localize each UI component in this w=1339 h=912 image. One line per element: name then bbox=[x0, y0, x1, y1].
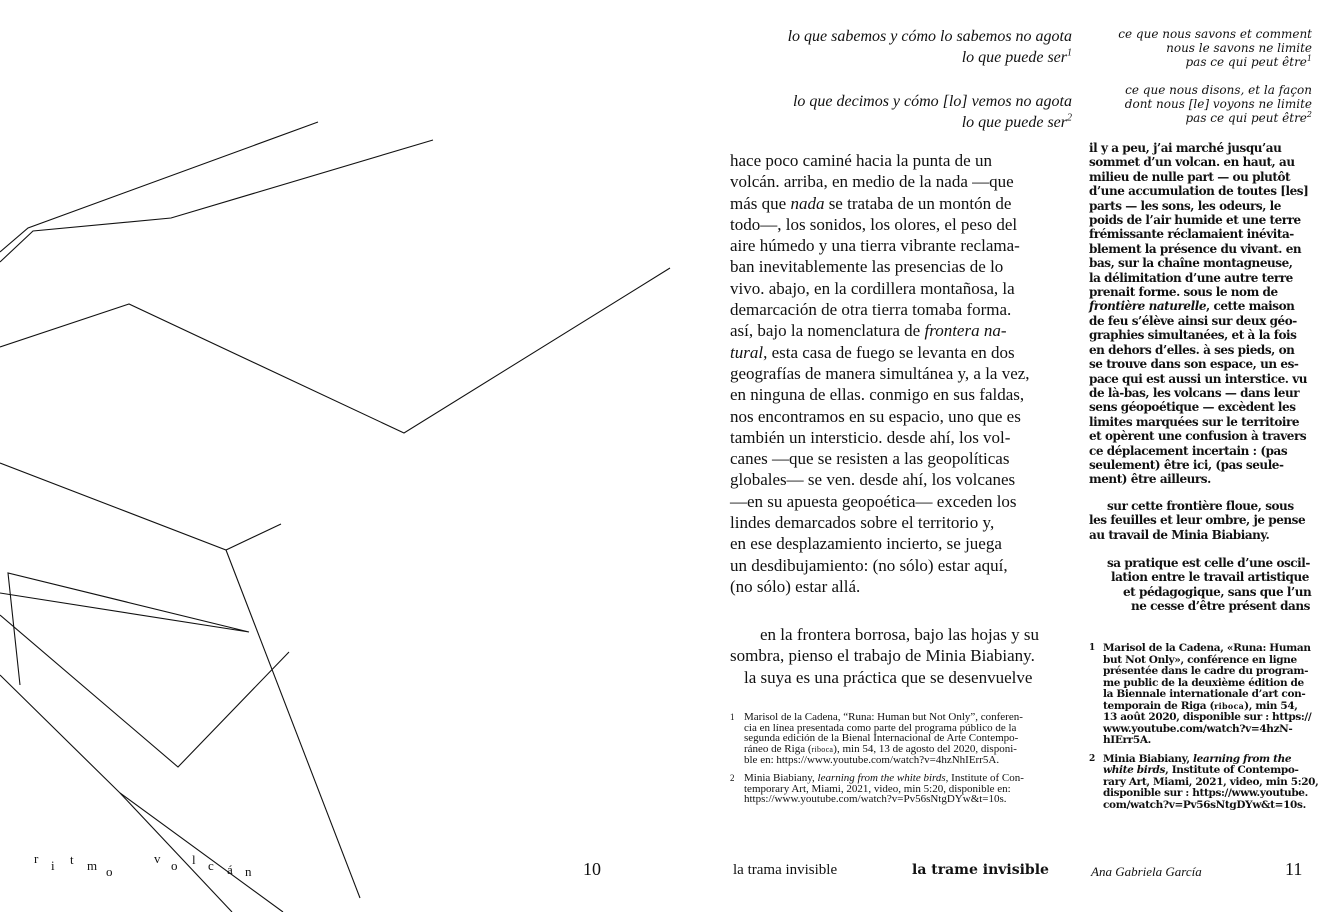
epigraph-fr-line: ce que nous disons, et la façon bbox=[1125, 83, 1312, 97]
footnote-ref-1[interactable]: 1 bbox=[1067, 47, 1072, 59]
body-line: au travail de Minia Biabiany. bbox=[1089, 527, 1270, 542]
footnote-fr-1 bbox=[1089, 643, 1325, 747]
epigraph-fr bbox=[1090, 27, 1312, 125]
body-line: sur cette frontière floue, sous bbox=[1107, 499, 1294, 513]
body-line: milieu de nulle part — ou plutôt bbox=[1089, 169, 1291, 184]
body-line: lindes demarcados sobre el territorio y, bbox=[730, 513, 995, 533]
footnote-es-1 bbox=[730, 712, 1075, 766]
body-line: d’une accumulation de toutes [les] bbox=[1089, 184, 1309, 199]
scatter-letter: l bbox=[192, 852, 196, 867]
body-line: frémissante réclamaient inévita- bbox=[1089, 227, 1294, 242]
running-title-es: la trama invisible bbox=[733, 862, 838, 878]
body-line: il y a peu, j’ai marché jusqu’au bbox=[1089, 141, 1282, 155]
body-line: de là-bas, les volcans — dans leur bbox=[1089, 385, 1300, 400]
footnote-ref-2[interactable]: 2 bbox=[1306, 110, 1312, 119]
body-line: et opèrent une confusion à travers bbox=[1089, 429, 1307, 444]
epigraph-fr-line: ce que nous savons et comment bbox=[1118, 27, 1312, 41]
footnote-link[interactable]: disponible sur : https://www.youtube. bbox=[1103, 787, 1308, 799]
body-line: ment) être ailleurs. bbox=[1089, 472, 1211, 487]
body-line: la suya es una práctica que se desenvuelve bbox=[744, 667, 1033, 687]
body-line: parts — les sons, les odeurs, le bbox=[1089, 198, 1281, 213]
epigraph-es-2 bbox=[600, 91, 1072, 133]
epigraph-es-1-line-1: lo que sabemos y cómo lo sabemos no agota bbox=[787, 28, 1072, 45]
footnote-line: segunda edición de la Bienal Internacional de Arte Contempo- bbox=[744, 732, 1019, 745]
body-text-es bbox=[730, 150, 1090, 597]
epigraph-fr-line: pas ce qui peut être bbox=[1185, 111, 1307, 125]
body-line: nos encontramos en su espacio, uno que es bbox=[730, 406, 1021, 426]
running-title-fr: la trame invisible bbox=[912, 862, 1049, 878]
body-line: en la frontera borrosa, bajo las hojas y su bbox=[760, 625, 1039, 644]
footnote-line: Marisol de la Cadena, «Runa: Human bbox=[1103, 642, 1311, 654]
body-line: sombra, pienso el trabajo de Minia Biabiany. bbox=[730, 646, 1035, 666]
footnote-link[interactable]: com/watch?v=Pv56sNtgDYw&t=10s. bbox=[1103, 798, 1306, 811]
body-line: vivo. abajo, en la cordillera montañosa, la bbox=[730, 278, 1015, 298]
body-line: en ninguna de ellas. conmigo en sus faldas, bbox=[730, 385, 1025, 405]
body-line: graphies simultanées, et à la fois bbox=[1089, 328, 1297, 343]
footnote-line: rary Art, Miami, 2021, video, min 5:20, bbox=[1103, 775, 1319, 788]
footnote-link[interactable]: hIErr5A. bbox=[1103, 734, 1151, 746]
body-line: en dehors d’elles. à ses pieds, on bbox=[1089, 342, 1295, 357]
body-line: la délimitation d’une autre terre bbox=[1089, 270, 1293, 285]
footnote-fr-2 bbox=[1089, 754, 1325, 812]
epigraph-fr-line: dont nous [le] voyons ne limite bbox=[1124, 97, 1312, 111]
author-name: Ana Gabriela García bbox=[1091, 864, 1202, 879]
footnote-line: Minia Biabiany, learning from the bbox=[1103, 752, 1292, 765]
footnote-line: temporary Art, Miami, 2021, video, min 5:20, disponible en: bbox=[744, 782, 1011, 795]
scatter-letter: m bbox=[87, 858, 98, 873]
epigraph-es-1 bbox=[600, 26, 1072, 68]
scatter-letter: n bbox=[245, 864, 252, 879]
body-line: pace qui est aussi un interstice. vu bbox=[1089, 371, 1308, 386]
body-line: frontière naturelle, cette maison bbox=[1089, 299, 1295, 314]
epigraph-fr-line: pas ce qui peut être bbox=[1185, 55, 1307, 69]
footnote-line: white birds, Institute of Contempo- bbox=[1103, 764, 1299, 776]
footnotes-es bbox=[730, 712, 1075, 805]
scatter-letter: t bbox=[70, 852, 74, 867]
body-line: volcán. arriba, en medio de la nada —que bbox=[730, 172, 1014, 192]
body-line: ban inevitablemente las presencias de lo bbox=[730, 257, 1004, 277]
body-para-2-fr bbox=[1089, 499, 1325, 542]
body-line: (no sólo) estar allá. bbox=[730, 576, 861, 596]
epigraph-es-2-line-1: lo que decimos y cómo [lo] vemos no agota bbox=[792, 93, 1072, 110]
footnote-ref-1[interactable]: 1 bbox=[1306, 54, 1312, 63]
body-line: demarcación de otra tierra tomaba forma. bbox=[730, 300, 1012, 320]
body-line: así, bajo la nomenclatura de frontera na- bbox=[730, 321, 1007, 341]
scatter-letter: r bbox=[34, 851, 39, 866]
body-line: seulement) être ici, (pas seule- bbox=[1089, 457, 1284, 472]
body-line: bas, sur la chaîne montagneuse, bbox=[1089, 256, 1293, 271]
page-number-left: 10 bbox=[583, 859, 601, 879]
footnote-line: présentée dans le cadre du program- bbox=[1103, 665, 1309, 677]
footnote-number: 2 bbox=[1089, 753, 1095, 764]
body-line: todo—, los sonidos, los olores, el peso del bbox=[730, 214, 1018, 234]
footnote-line: but Not Only», conférence en ligne bbox=[1103, 653, 1297, 666]
footnote-line: ráneo de Riga (riboca), min 54, 13 de agosto del 2020, disponi- bbox=[744, 742, 1017, 755]
epigraph-es bbox=[600, 26, 1072, 133]
epigraph-fr-line: nous le savons ne limite bbox=[1166, 41, 1312, 55]
footnote-line: cia en línea presentada como parte del programa público de la bbox=[744, 721, 1017, 734]
footnote-line: Marisol de la Cadena, “Runa: Human but Not Only”, conferen- bbox=[744, 711, 1023, 723]
scatter-letter: o bbox=[106, 864, 113, 879]
body-line: ce déplacement incertain : (pas bbox=[1089, 443, 1288, 458]
footnote-line: me public de la deuxième édition de bbox=[1103, 676, 1304, 689]
body-line: aire húmedo y una tierra vibrante reclama- bbox=[730, 236, 1020, 256]
epigraph-fr-1 bbox=[1090, 27, 1312, 69]
page-number-right: 11 bbox=[1285, 859, 1303, 879]
epigraph-es-1-line-2: lo que puede ser bbox=[961, 49, 1067, 66]
scatter-letter: c bbox=[208, 858, 214, 873]
scatter-letter: o bbox=[171, 858, 178, 873]
footnote-line: Minia Biabiany, learning from the white birds, Institute of Con- bbox=[744, 771, 1024, 784]
footnote-link[interactable]: www.youtube.com/watch?v=4hzN- bbox=[1103, 722, 1293, 735]
body-text-fr bbox=[1089, 141, 1325, 487]
body-line: blement la présence du vivant. en bbox=[1089, 241, 1302, 256]
body-line: más que nada se trataba de un montón de bbox=[730, 193, 1012, 213]
scatter-letter: á bbox=[227, 862, 233, 877]
body-line: —en su apuesta geopoética— exceden los bbox=[730, 491, 1017, 511]
body-para-2-es bbox=[730, 624, 1090, 688]
footnote-es-2 bbox=[730, 773, 1075, 805]
body-line: prenait forme. sous le nom de bbox=[1089, 285, 1278, 300]
body-line: globales— se ven. desde ahí, los volcanes bbox=[730, 470, 1016, 490]
body-line: tural, esta casa de fuego se levanta en dos bbox=[730, 342, 1015, 362]
epigraph-es-2-line-2: lo que puede ser bbox=[961, 114, 1067, 131]
body-line: ne cesse d’être présent dans bbox=[1131, 599, 1310, 614]
footnote-ref-2[interactable]: 2 bbox=[1067, 112, 1072, 124]
body-line: limites marquées sur le territoire bbox=[1089, 414, 1300, 429]
body-line: se trouve dans son espace, un es- bbox=[1089, 357, 1299, 372]
footnote-link[interactable]: ble en: https://www.youtube.com/watch?v=4hzNhIErr5A. bbox=[744, 754, 1000, 767]
footnote-line: 13 août 2020, disponible sur : https:// bbox=[1103, 711, 1312, 723]
body-line: sa pratique est celle d’une oscil- bbox=[1107, 556, 1310, 570]
body-line: hace poco caminé hacia la punta de un bbox=[730, 151, 992, 170]
body-line: et pédagogique, sans que l’un bbox=[1123, 584, 1312, 599]
body-line: sommet d’un volcan. en haut, au bbox=[1089, 155, 1295, 170]
footnotes-fr bbox=[1089, 643, 1325, 811]
footnote-number: 2 bbox=[730, 772, 735, 783]
scatter-letter: v bbox=[154, 851, 161, 866]
body-line: también un intersticio. desde ahí, los vol- bbox=[730, 427, 1011, 447]
body-para-3-fr bbox=[1089, 556, 1325, 614]
epigraph-fr-2 bbox=[1090, 83, 1312, 125]
body-line: sens géopoétique — excèdent les bbox=[1089, 400, 1296, 415]
body-line: lation entre le travail artistique bbox=[1111, 570, 1309, 585]
footnote-number: 1 bbox=[1089, 643, 1095, 653]
body-line: un desdibujamiento: (no sólo) estar aquí, bbox=[730, 555, 1008, 575]
body-line: les feuilles et leur ombre, je pense bbox=[1089, 513, 1306, 528]
footnote-number: 1 bbox=[730, 712, 735, 722]
body-line: de feu s’élève ainsi sur deux géo- bbox=[1089, 313, 1297, 328]
footnote-line: la Biennale internationale d’art con- bbox=[1103, 688, 1306, 700]
body-line: geografías de manera simultánea y, a la vez, bbox=[730, 363, 1030, 383]
body-line: poids de l’air humide et une terre bbox=[1089, 213, 1301, 228]
footnote-line: temporain de Riga (riboca), min 54, bbox=[1103, 699, 1298, 712]
scatter-letter: i bbox=[51, 858, 55, 873]
body-line: canes —que se resisten a las geopolíticas bbox=[730, 449, 1010, 469]
body-line: en ese desplazamiento incierto, se juega bbox=[730, 534, 1002, 554]
footnote-link[interactable]: https://www.youtube.com/watch?v=Pv56sNtgDYw&t=10s. bbox=[744, 793, 1007, 806]
